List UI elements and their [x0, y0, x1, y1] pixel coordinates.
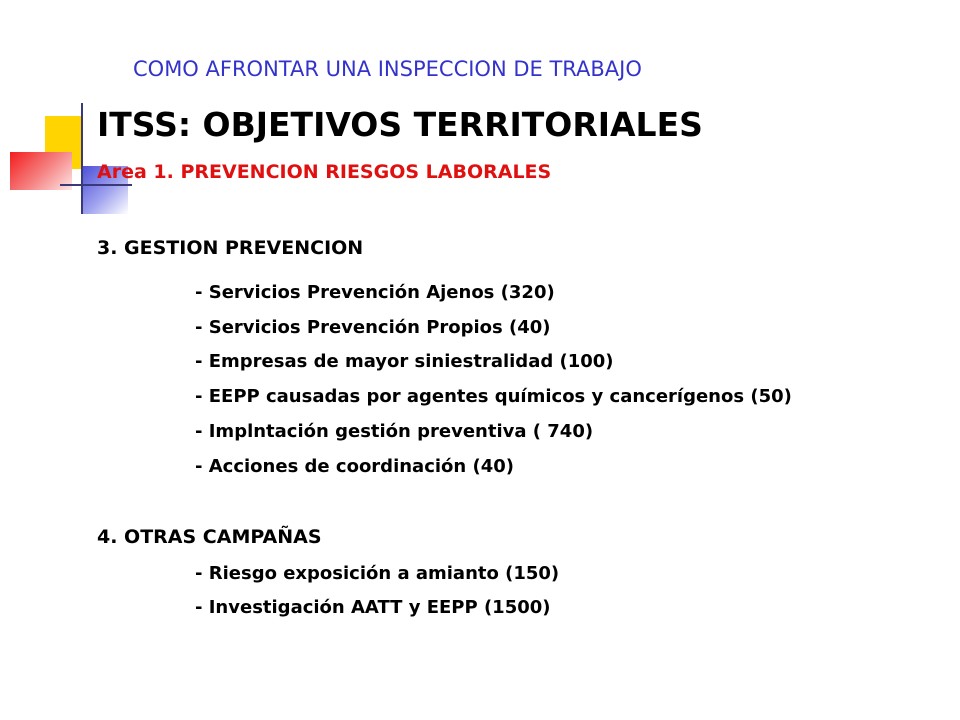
section-heading-otras-campanas: 4. OTRAS CAMPAÑAS	[97, 526, 322, 548]
logo-vertical-line	[81, 103, 83, 214]
logo-horizontal-line	[60, 184, 132, 186]
list-item: - Servicios Prevención Ajenos (320)	[195, 282, 555, 303]
list-item: - EEPP causadas por agentes químicos y cancerígenos (50)	[195, 386, 792, 407]
list-item: - Investigación AATT y EEPP (1500)	[195, 597, 551, 618]
section-heading-gestion-prevencion: 3. GESTION PREVENCION	[97, 237, 364, 259]
slide-header: COMO AFRONTAR UNA INSPECCION DE TRABAJO	[133, 57, 642, 81]
list-item: - Implntación gestión preventiva ( 740)	[195, 421, 594, 442]
slide-title: ITSS: OBJETIVOS TERRITORIALES	[97, 105, 703, 144]
list-item: - Servicios Prevención Propios (40)	[195, 317, 551, 338]
list-item: - Riesgo exposición a amianto (150)	[195, 563, 560, 584]
list-item: - Acciones de coordinación (40)	[195, 456, 514, 477]
list-item: - Empresas de mayor siniestralidad (100)	[195, 351, 614, 372]
slide-subtitle: Area 1. PREVENCION RIESGOS LABORALES	[97, 161, 552, 183]
